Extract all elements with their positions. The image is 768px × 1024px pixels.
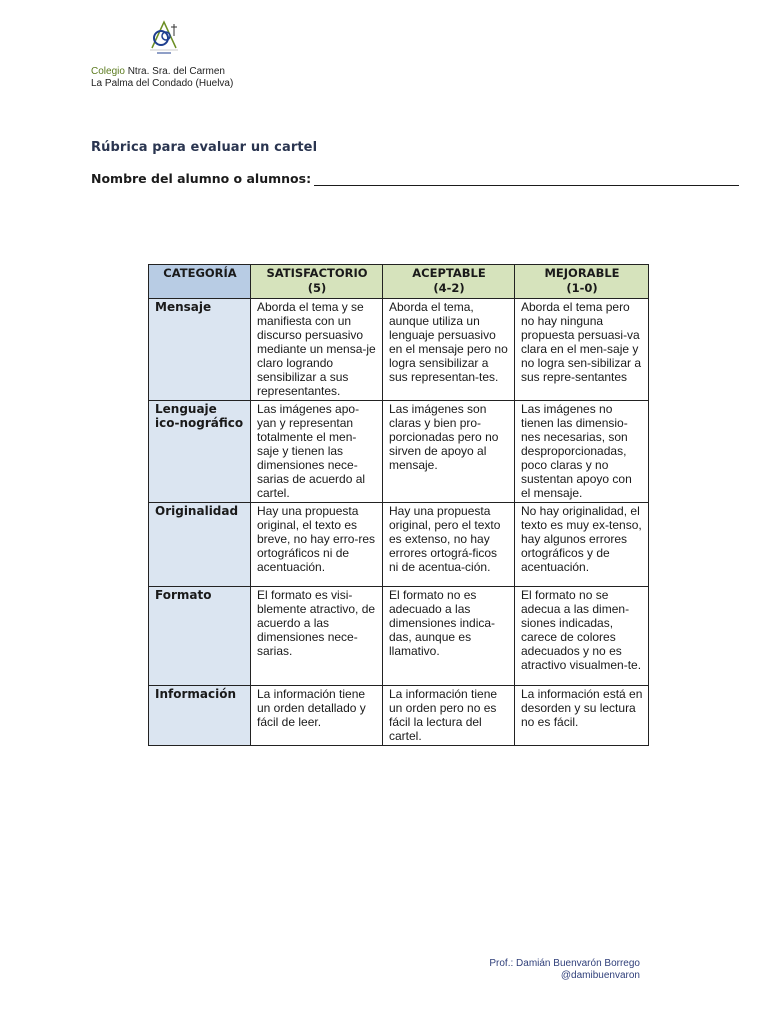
school-name: Ntra. Sra. del Carmen [124,66,225,77]
school-header [91,66,233,90]
satisfactorio-cell: El formato es visi-blemente atractivo, de acuerdo a las dimensiones nece-sarias. [251,587,383,686]
mejorable-cell: No hay originalidad, el texto es muy ex-tenso, hay algunos errores ortográficos y de acentuación. [515,503,649,587]
aceptable-cell: Aborda el tema, aunque utiliza un lenguaje persuasivo en el mensaje pero no logra sensibilizar a sus representan-tes. [383,299,515,401]
category-cell: Lenguaje ico-nográfico [149,401,251,503]
rubric-row-mensaje [149,299,649,401]
school-logo [144,16,184,58]
footer [489,958,640,982]
student-name-line [91,171,739,186]
satisfactorio-cell: Las imágenes apo-yan y representan totalmente el men-saje y tienen las dimensiones nece-sarias de acuerdo al cartel. [251,401,383,503]
category-cell: Información [149,686,251,746]
category-cell: Formato [149,587,251,686]
school-name-line [91,66,233,78]
mejorable-cell: La información está en desorden y su lectura no es fácil. [515,686,649,746]
aceptable-cell: La información tiene un orden pero no es fácil la lectura del cartel. [383,686,515,746]
rubric-header-row [149,265,649,299]
satisfactorio-cell: Aborda el tema y se manifiesta con un discurso persuasivo mediante un mensa-je claro logrando sensibilizar a sus representantes. [251,299,383,401]
rubric-row-informacion [149,686,649,746]
school-location: La Palma del Condado (Huelva) [91,78,234,89]
rubric-row-formato [149,587,649,686]
rubric-row-originalidad [149,503,649,587]
category-cell: Originalidad [149,503,251,587]
header-satisfactorio: SATISFACTORIO (5) [251,265,383,299]
mejorable-cell: El formato no se adecua a las dimen-siones indicadas, carece de colores adecuados y no es atractivo visualmen-te. [515,587,649,686]
rubric-row-lenguaje-iconografico [149,401,649,503]
mejorable-cell: Aborda el tema pero no hay ninguna propuesta persuasi-va clara en el men-saje y no logra sen-sibilizar a sus repre-sentantes [515,299,649,401]
aceptable-cell: El formato no es adecuado a las dimensiones indica-das, aunque es llamativo. [383,587,515,686]
category-cell: Mensaje [149,299,251,401]
satisfactorio-cell: La información tiene un orden detallado y fácil de leer. [251,686,383,746]
aceptable-cell: Hay una propuesta original, pero el texto es extenso, no hay errores ortográ-ficos ni de acentua-ción. [383,503,515,587]
footer-teacher: Prof.: Damián Buenvarón Borrego [489,958,640,969]
student-name-label: Nombre del alumno o alumnos: [91,171,312,186]
school-brand: Colegio [91,66,125,77]
header-mejorable: MEJORABLE (1-0) [515,265,649,299]
rubric-table [148,264,649,746]
footer-handle: @damibuenvaron [560,970,640,981]
header-categoria: CATEGORÍA [149,265,251,299]
student-name-blank [314,172,739,186]
aceptable-cell: Las imágenes son claras y bien pro-porcionadas pero no sirven de apoyo al mensaje. [383,401,515,503]
header-aceptable: ACEPTABLE (4-2) [383,265,515,299]
satisfactorio-cell: Hay una propuesta original, el texto es breve, no hay erro-res ortográficos ni de acentuación. [251,503,383,587]
mejorable-cell: Las imágenes no tienen las dimensio-nes necesarias, son desproporcionadas, poco claras y no sustentan apoyo con el mensaje. [515,401,649,503]
document-title: Rúbrica para evaluar un cartel [91,140,318,155]
